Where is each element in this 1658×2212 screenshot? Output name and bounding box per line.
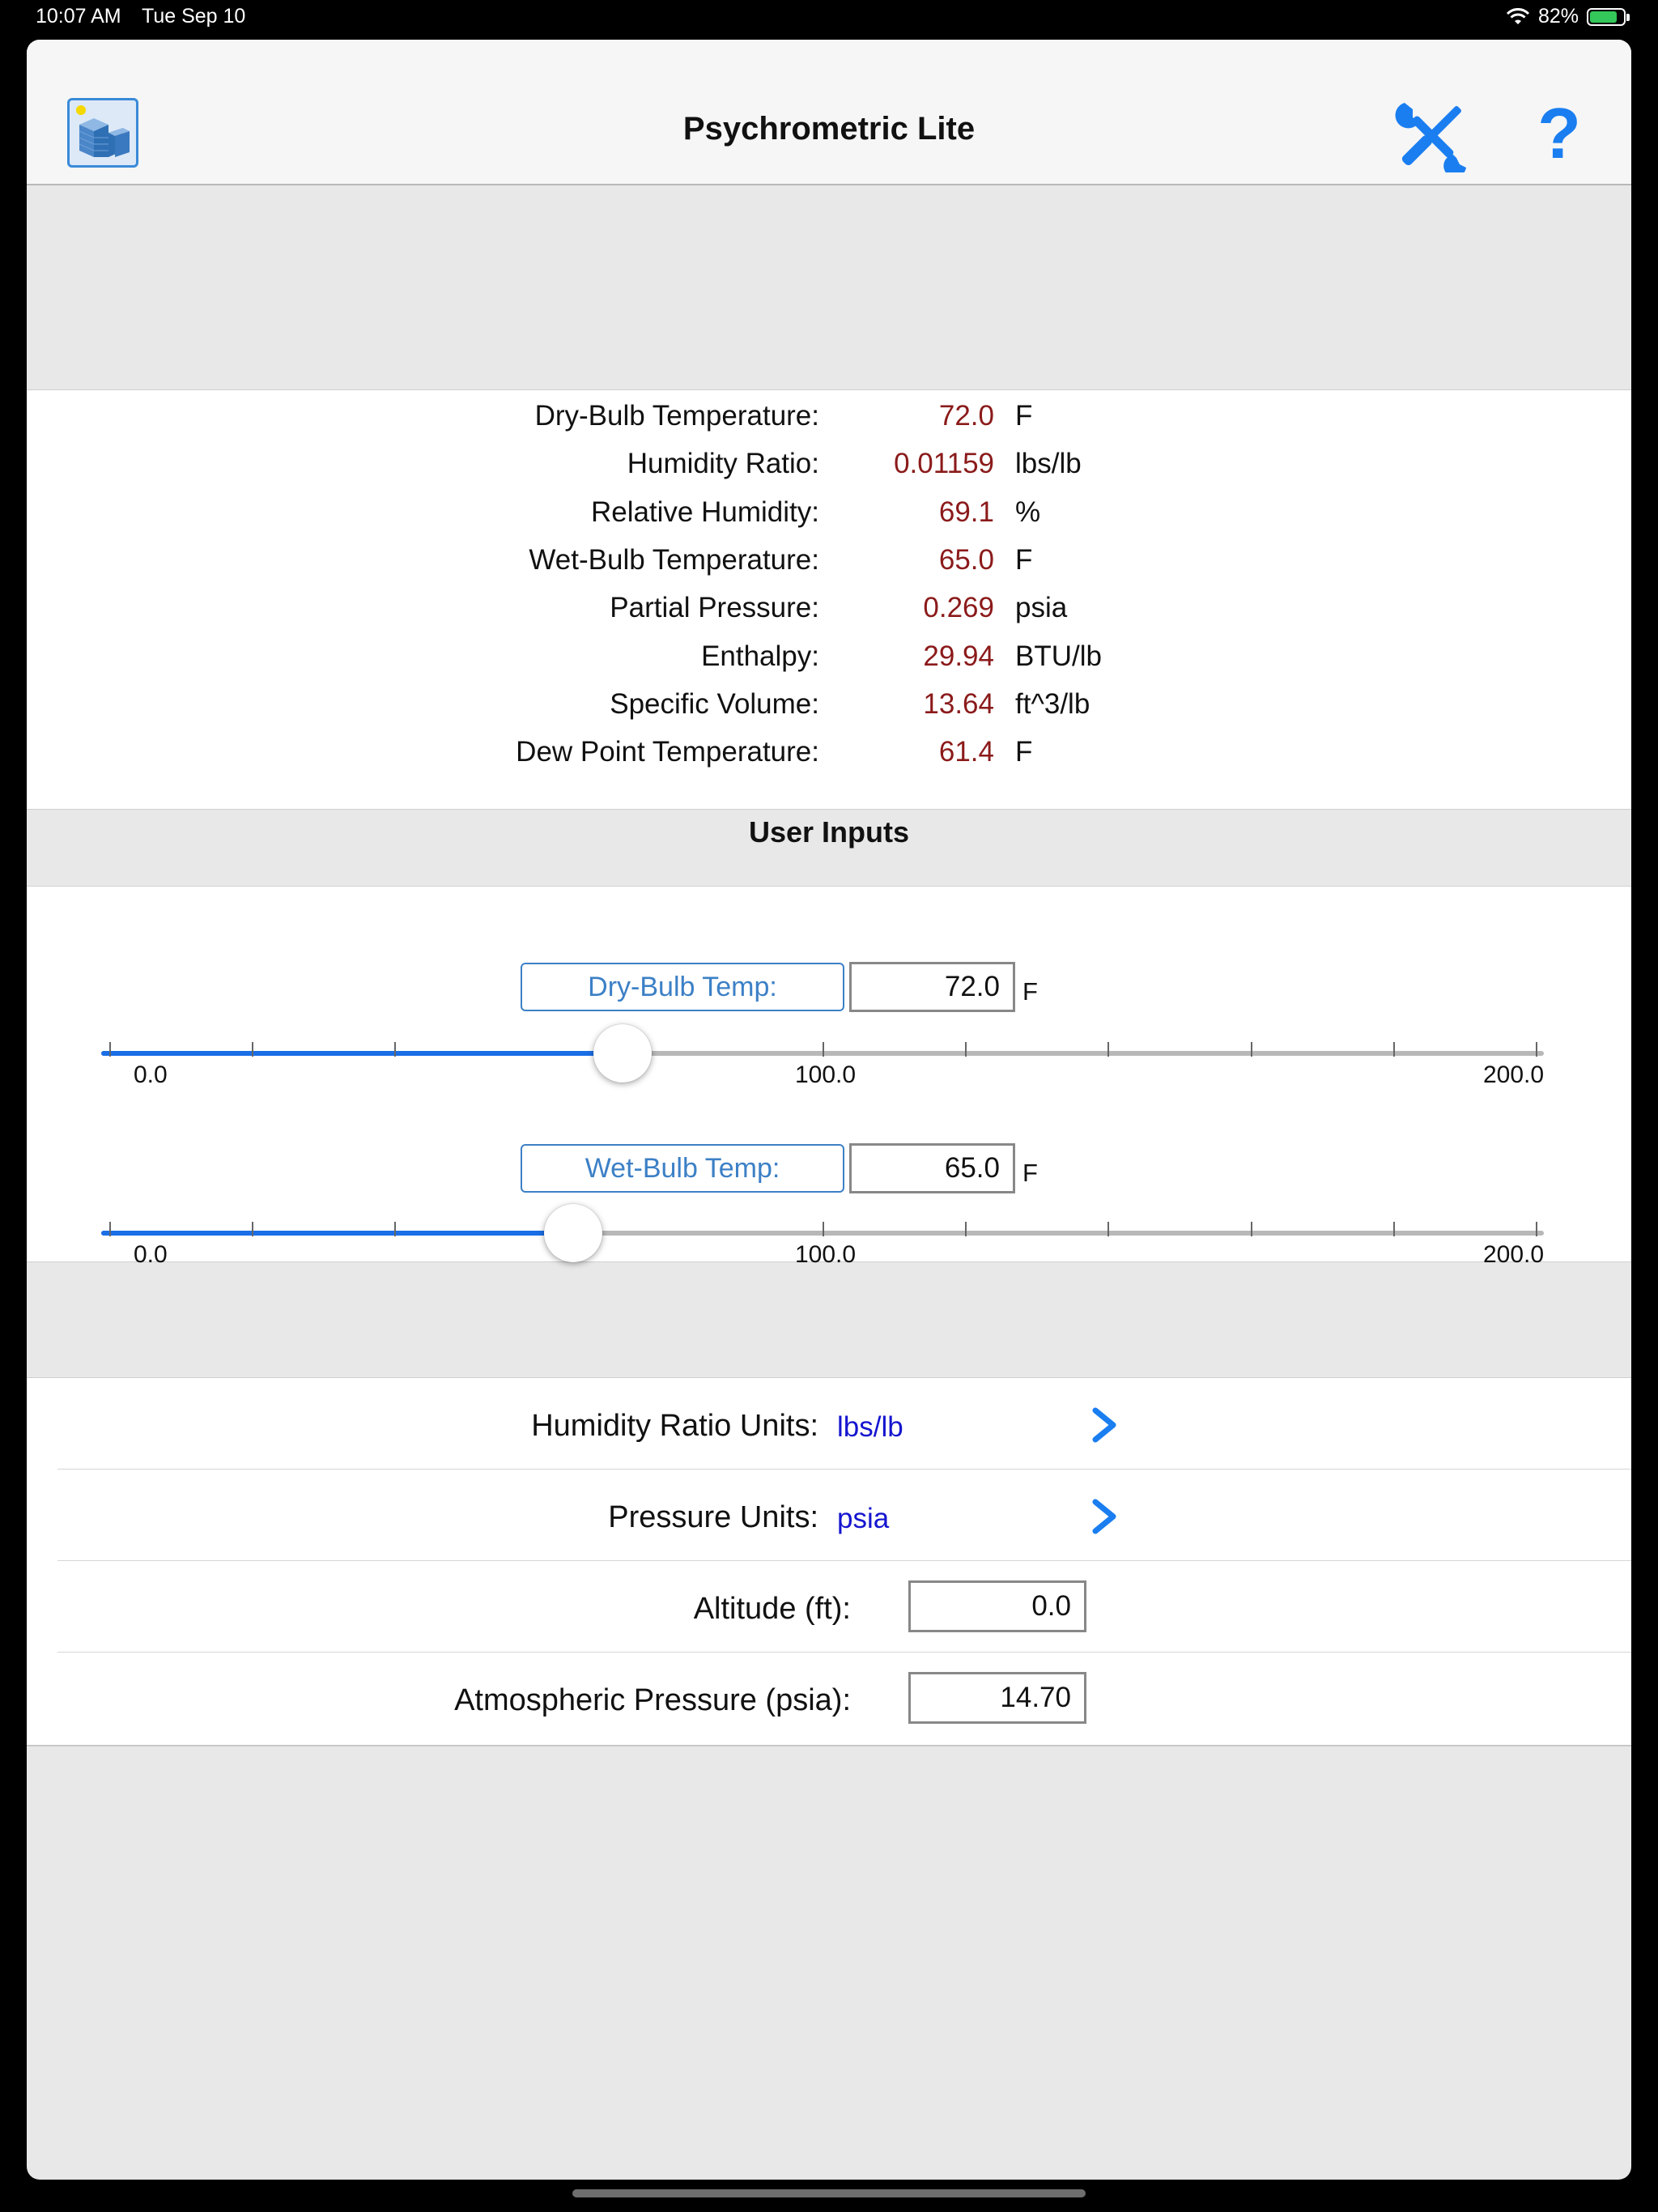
- result-unit: F: [1015, 543, 1033, 576]
- result-label: Partial Pressure:: [610, 592, 819, 624]
- status-right: [1506, 5, 1626, 28]
- navigation-bar: [27, 40, 1631, 185]
- wet-bulb-slider[interactable]: [101, 1201, 1544, 1266]
- pressure-units-value: psia: [837, 1503, 890, 1534]
- slider-tick: [394, 1222, 396, 1236]
- slider-min-label: 0.0: [134, 1241, 168, 1268]
- result-row: [27, 688, 1631, 736]
- pressure-units-row[interactable]: [57, 1470, 1631, 1561]
- result-value: 0.01159: [894, 448, 994, 480]
- result-unit: F: [1015, 400, 1033, 432]
- slider-max-label: 200.0: [1483, 1061, 1545, 1088]
- result-unit: psia: [1015, 592, 1068, 624]
- slider-tick: [1536, 1042, 1537, 1057]
- altitude-label: Altitude (ft):: [693, 1592, 851, 1626]
- status-bar: [0, 0, 1658, 36]
- slider-tick: [109, 1042, 111, 1057]
- results-panel: [27, 389, 1631, 810]
- result-value: 72.0: [938, 400, 994, 432]
- result-value: 65.0: [938, 543, 994, 576]
- result-row: [27, 400, 1631, 448]
- result-label: Enthalpy:: [701, 640, 819, 672]
- atmospheric-pressure-input[interactable]: 14.70: [908, 1672, 1086, 1724]
- result-unit: F: [1015, 736, 1033, 768]
- slider-tick: [823, 1042, 824, 1057]
- humidity-ratio-units-row[interactable]: [57, 1378, 1631, 1470]
- status-time: 10:07 AM: [36, 5, 121, 28]
- battery-icon: [1587, 8, 1626, 26]
- user-inputs-panel: [27, 886, 1631, 1268]
- humidity-ratio-units-label: Humidity Ratio Units:: [531, 1409, 818, 1443]
- result-unit: ft^3/lb: [1015, 687, 1090, 720]
- dry-bulb-unit: F: [1022, 977, 1038, 1006]
- wet-bulb-label-button[interactable]: Wet-Bulb Temp:: [521, 1144, 844, 1193]
- atmospheric-pressure-label: Atmospheric Pressure (psia):: [454, 1683, 851, 1717]
- result-row: [27, 496, 1631, 544]
- result-label: Humidity Ratio:: [627, 448, 819, 480]
- chevron-right-icon[interactable]: [1087, 1407, 1120, 1443]
- slider-tick: [1536, 1222, 1537, 1236]
- page-title: Psychrometric Lite: [682, 111, 976, 147]
- result-label: Dry-Bulb Temperature:: [534, 400, 819, 432]
- slider-track-fill: [101, 1231, 573, 1236]
- result-label: Specific Volume:: [610, 687, 819, 720]
- slider-tick: [109, 1222, 111, 1236]
- slider-track-fill: [101, 1051, 623, 1056]
- slider-tick: [965, 1222, 967, 1236]
- slider-mid-label: 100.0: [795, 1061, 857, 1088]
- chevron-right-icon[interactable]: [1087, 1499, 1120, 1534]
- wrench-screwdriver-icon: [1395, 100, 1468, 172]
- slider-tick: [1107, 1042, 1109, 1057]
- wet-bulb-unit: F: [1022, 1159, 1038, 1187]
- result-row: [27, 736, 1631, 784]
- result-unit: %: [1015, 496, 1041, 528]
- slider-mid-label: 100.0: [795, 1241, 857, 1268]
- home-indicator[interactable]: [572, 2189, 1086, 2197]
- slider-tick: [394, 1042, 396, 1057]
- slider-min-label: 0.0: [134, 1061, 168, 1088]
- result-row: [27, 592, 1631, 640]
- result-label: Relative Humidity:: [590, 496, 819, 528]
- app-window: [27, 40, 1631, 2180]
- result-value: 29.94: [923, 640, 994, 672]
- result-unit: lbs/lb: [1015, 448, 1082, 480]
- result-label: Dew Point Temperature:: [516, 736, 819, 768]
- wet-bulb-input[interactable]: 65.0: [849, 1143, 1015, 1193]
- slider-tick: [1393, 1042, 1395, 1057]
- slider-tick: [1107, 1222, 1109, 1236]
- slider-tick: [823, 1222, 824, 1236]
- settings-panel: [27, 1377, 1631, 1746]
- dry-bulb-label-button[interactable]: Dry-Bulb Temp:: [521, 963, 844, 1011]
- wifi-icon: [1506, 8, 1530, 26]
- settings-tools-button[interactable]: [1395, 100, 1468, 172]
- slider-thumb[interactable]: [593, 1024, 652, 1083]
- help-button[interactable]: ?: [1537, 93, 1581, 173]
- humidity-ratio-units-value: lbs/lb: [837, 1411, 903, 1443]
- slider-tick: [252, 1042, 253, 1057]
- slider-max-label: 200.0: [1483, 1241, 1545, 1268]
- result-value: 61.4: [938, 736, 994, 768]
- altitude-input[interactable]: 0.0: [908, 1580, 1086, 1632]
- slider-tick: [1251, 1222, 1252, 1236]
- user-inputs-header: User Inputs: [748, 815, 910, 849]
- result-label: Wet-Bulb Temperature:: [529, 543, 819, 576]
- result-value: 0.269: [923, 592, 994, 624]
- altitude-row: [57, 1561, 1631, 1653]
- result-row: [27, 640, 1631, 688]
- result-unit: BTU/lb: [1015, 640, 1102, 672]
- result-row: [27, 544, 1631, 592]
- battery-percent: 82%: [1537, 5, 1579, 28]
- dry-bulb-input[interactable]: 72.0: [849, 962, 1015, 1012]
- slider-tick: [1251, 1042, 1252, 1057]
- dry-bulb-slider[interactable]: [101, 1021, 1544, 1086]
- status-date: Tue Sep 10: [142, 5, 246, 28]
- pressure-units-label: Pressure Units:: [608, 1500, 818, 1534]
- result-value: 13.64: [923, 687, 994, 720]
- slider-tick: [1393, 1222, 1395, 1236]
- slider-tick: [252, 1222, 253, 1236]
- slider-thumb[interactable]: [544, 1204, 602, 1262]
- slider-tick: [965, 1042, 967, 1057]
- result-row: [27, 448, 1631, 496]
- result-value: 69.1: [938, 496, 994, 528]
- atmospheric-pressure-row: [57, 1653, 1631, 1744]
- battery-fill: [1590, 11, 1617, 23]
